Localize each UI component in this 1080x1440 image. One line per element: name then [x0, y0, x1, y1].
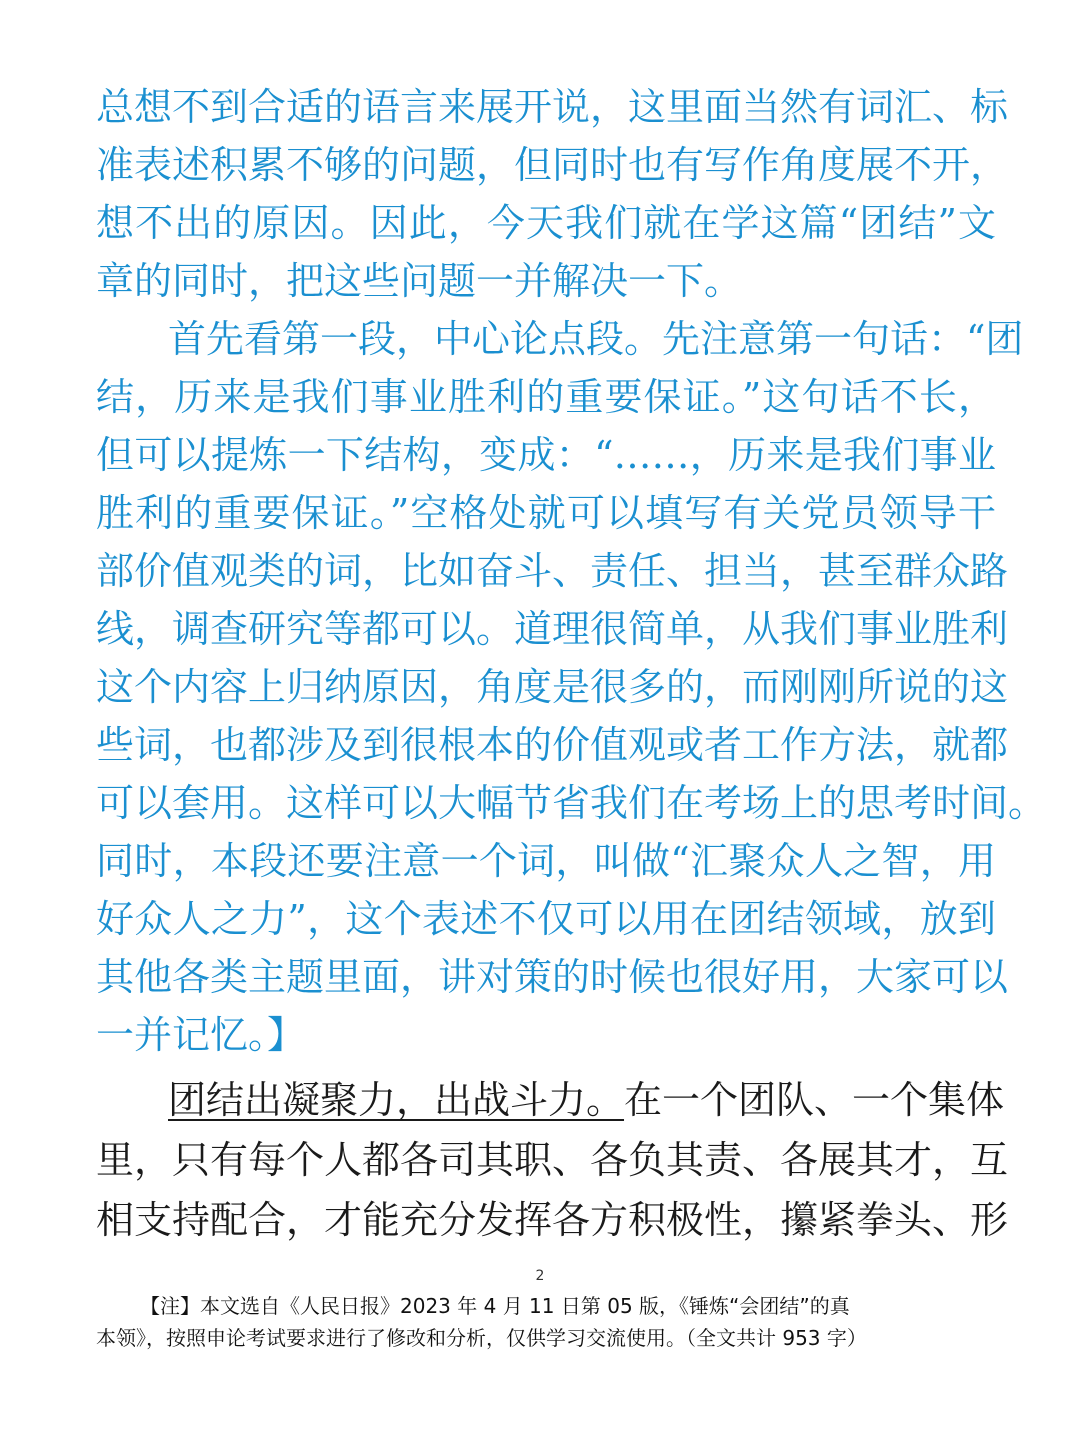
- underlined-heading: 团结出凝聚力，出战斗力。: [168, 1078, 625, 1122]
- commentary-line: 一并记忆。】: [96, 1013, 306, 1057]
- body-line-rest: 在一个团队、一个集体: [624, 1078, 1005, 1122]
- footnote-line: 本领》，按照申论考试要求进行了修改和分析，仅供学习交流使用。（全文共计 953 字）: [96, 1326, 867, 1350]
- commentary-line: 其他各类主题里面，讲对策的时候也很好用，大家可以: [96, 955, 1009, 999]
- commentary-block: [96, 78, 1047, 1064]
- commentary-line: 首先看第一段，中心论点段。先注意第一句话：“团: [168, 317, 1024, 361]
- body-line: 里，只有每个人都各司其职、各负其责、各展其才，互: [96, 1138, 1009, 1182]
- commentary-line: 线，调查研究等都可以。道理很简单，从我们事业胜利: [96, 607, 1009, 651]
- page-number: 2: [535, 1268, 545, 1284]
- commentary-line: 总想不到合适的语言来展开说，这里面当然有词汇、标: [96, 85, 1009, 129]
- footnote: [96, 1290, 996, 1354]
- commentary-line: 好众人之力”，这个表述不仅可以用在团结领域，放到: [96, 897, 996, 941]
- commentary-line: 但可以提炼一下结构，变成：“……，历来是我们事业: [96, 433, 996, 477]
- commentary-line: 胜利的重要保证。”空格处就可以填写有关党员领导干: [96, 491, 996, 535]
- commentary-line: 这个内容上归纳原因，角度是很多的，而刚刚所说的这: [96, 665, 1009, 709]
- commentary-line: 准表述积累不够的问题，但同时也有写作角度展不开，: [96, 143, 1009, 187]
- commentary-line: 部价值观类的词，比如奋斗、责任、担当，甚至群众路: [96, 549, 1009, 593]
- commentary-line: 想不出的原因。因此，今天我们就在学这篇“团结”文: [96, 201, 996, 245]
- footnote-line: 【注】本文选自《人民日报》2023 年 4 月 11 日第 05 版，《锤炼“会团结”的真: [140, 1294, 850, 1318]
- commentary-line: 结，历来是我们事业胜利的重要保证。”这句话不长，: [96, 375, 996, 419]
- body-text-block: [96, 1070, 1009, 1250]
- body-line: [96, 1070, 1005, 1130]
- commentary-line: 同时，本段还要注意一个词，叫做“汇聚众人之智，用: [96, 839, 996, 883]
- commentary-line: 可以套用。这样可以大幅节省我们在考场上的思考时间。: [96, 781, 1047, 825]
- commentary-line: 些词，也都涉及到很根本的价值观或者工作方法，就都: [96, 723, 1009, 767]
- commentary-line: 章的同时，把这些问题一并解决一下。: [96, 259, 743, 303]
- body-line: 相支持配合，才能充分发挥各方积极性，攥紧拳头、形: [96, 1198, 1009, 1242]
